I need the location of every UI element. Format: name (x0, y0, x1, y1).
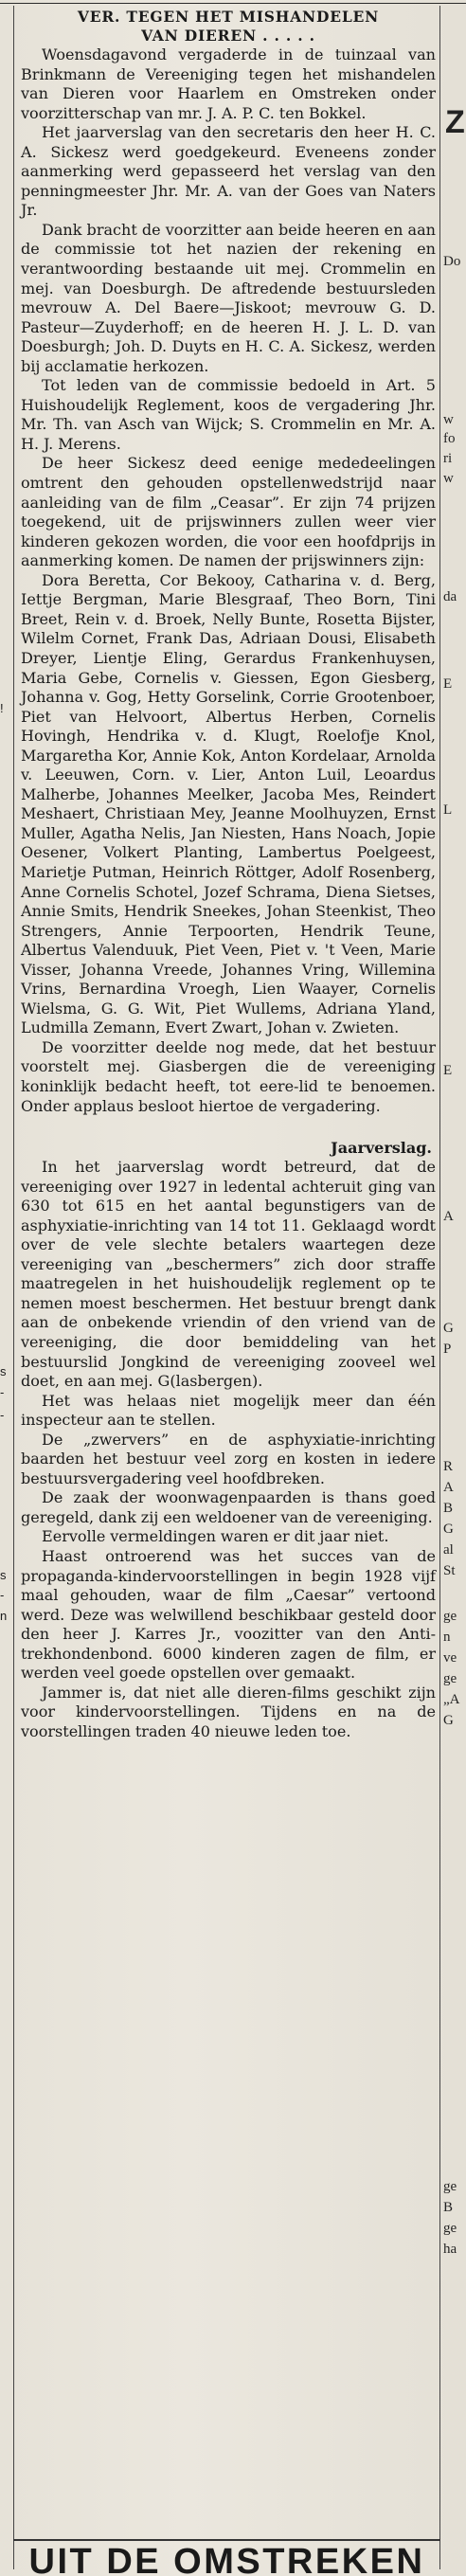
right-fragment: ge (443, 1609, 457, 1624)
article-column (21, 8, 436, 1741)
left-fragment: s (0, 1568, 7, 1582)
adjacent-right-column (441, 0, 466, 2576)
report-paragraph: Jammer is, dat niet alle dieren-films geschikt zijn voor kindervoorstellingen. Tijdens en na de voorstellingen traden 40 nieuwe leden toe. (21, 1683, 436, 1740)
column-rule-right (439, 6, 440, 2569)
article-paragraph: De heer Sickesz deed eenige mededeelingen omtrent den gehouden opstellenwedstrijd naar aanleiding van de film „Ceasar”. Er zijn 74 prijzen toegekend, uit de prijswinners zullen weer vier kinderen gekozen worden, die voor een hoofdprijs in aanmerking komen. De namen der prijswinners zijn: (21, 454, 436, 570)
right-fragment: Do (443, 254, 461, 269)
right-fragment: ge (443, 2179, 457, 2194)
right-fragment: w (443, 471, 454, 486)
right-fragment: „A (443, 1692, 460, 1707)
right-fragment: G (443, 1713, 454, 1728)
right-fragment: P (443, 1342, 452, 1357)
right-fragment: A (443, 1480, 454, 1495)
right-fragment: n (443, 1630, 451, 1645)
left-fragment: n (0, 1609, 8, 1623)
article-paragraph: De voorzitter deelde nog mede, dat het bestuur voorstelt mej. Giasbergen die de vereeniging koninklijk bedacht heeft, tot eere-lid te benoemen. Onder applaus besloot hiertoe de vergadering. (21, 1037, 436, 1115)
right-fragment: ge (443, 2221, 457, 2236)
right-fragment: St (443, 1563, 456, 1578)
left-fragment: s (0, 1364, 7, 1378)
left-fragment: - (0, 1408, 5, 1422)
article-title (21, 8, 436, 45)
report-paragraph: Eervolle vermeldingen waren er dit jaar niet. (42, 1527, 389, 1546)
article-paragraph: Woensdagavond vergaderde in de tuinzaal van Brinkmann de Vereeniging tegen het mishandelen van Dieren voor Haarlem en Omstreken onder voorzitterschap van mr. J. A. P. C. ten Bokkel. (21, 45, 436, 122)
right-fragment: L (443, 802, 453, 818)
right-fragment: da (443, 589, 457, 604)
right-fragment: G (443, 1522, 454, 1537)
report-paragraph: Haast ontroerend was het succes van de propaganda-kindervoorstellingen in begin 1928 vijf maal gehouden, waar de film „Caesar” vertoond werd. Deze was welwillend beschikbaar gesteld door den heer J. Karres Jr., voozitter van den Anti-trekhondenbond. 6000 kinderen zagen de film, er werden veel goede opstellen over gemaakt. (21, 1547, 436, 1683)
report-paragraph: De „zwervers” en de asphyxiatie-inrichting baarden het bestuur veel zorg en kosten in iedere bestuursvergadering veel hoofdbreken. (21, 1430, 436, 1487)
right-fragment: w (443, 412, 454, 427)
article-paragraph: Dank bracht de voorzitter aan beide heeren en aan de commissie tot het nazien der rekening en verantwoording bestaande uit mej. Crommelin en mej. van Doesburgh. De aftredende bestuursleden mevrouw A. Del Baere—Jiskoot; mevrouw G. D. Pasteur—Zuyderhoff; en de heeren H. J. L. D. van Doesburgh; Joh. D. Duyts en H. C. A. Sickesz, werden bij acclamatie herkozen. (21, 220, 436, 375)
left-fragment: ! (0, 701, 4, 715)
article-paragraph: Het jaarverslag van den secretaris den heer H. C. A. Sickesz werd goedgekeurd. Eveneens zonder aanmerking werd gepasseerd het verslag van den penningmeester Jhr. Mr. A. van der Goes van Naters Jr. (21, 123, 436, 220)
prize-winners-list: Dora Beretta, Cor Bekooy, Catharina v. d. Berg, Iettje Bergman, Marie Blesgraaf, Theo Born, Tini Breet, Rein v. d. Broek, Nelly Bunte, Rosetta Bijster, Wilelm Cornet, Frank Das, Adriaan Dousi, Elisabeth Dreyer, Lientje Eling, Gerardus Frankenhuysen, Maria Gebe, Cornelis v. Giessen, Egon Giesberg, Johanna v. Gog, Hetty Gorselink, Corrie Grootenboer, Piet van Helvoort, Albertus Herben, Cornelis Hovingh, Hendrika v. d. Klugt, Roelofje Knol, Margaretha Kor, Annie Kok, Anton Kordelaar, Arnolda v. Leeuwen, Corn. v. Lier, Anton Luil, Leoardus Malherbe, Johannes Meelker, Jacoba Mes, Reindert Meshaert, Christiaan Mey, Jeanne Moolhuyzen, Ernst Muller, Agatha Nelis, Jan Niesten, Hans Noach, Jopie Oesener, Volkert Planting, Lambertus Poelgeest, Marietje Putman, Heinrich Röttger, Adolf Rosenberg, Anne Cornelis Schotel, Jozef Schrama, Diena Sietses, Annie Smits, Hendrik Sneekes, Johan Steenkist, Theo Strengers, Annie Terpoorten, Hendrik Teune, Albertus Valenduuk, Piet Veen, Piet v. 't Veen, Marie Visser, Johanna Vreede, Johannes Vring, Willemina Vrins, Bernardina Vroegh, Lien Waayer, Cornelis Wielsma, G. G. Wit, Piet Wullems, Adriana Yland, Ludmilla Zemann, Evert Zwart, Johan v. Zwieten. (21, 570, 436, 1037)
top-rule (0, 3, 466, 4)
right-fragment: ri (443, 451, 453, 466)
article-paragraph: Tot leden van de commissie bedoeld in Art. 5 Huishoudelijk Reglement, koos de vergadering Jhr. Mr. Th. van Asch van Wijck; S. Crommelin en Mr. A. H. J. Merens. (21, 376, 436, 453)
article-title-line1: VER. TEGEN HET MISHANDELEN (77, 8, 380, 26)
right-fragment: B (443, 1501, 454, 1516)
right-fragment: fo (443, 431, 456, 446)
article-title-line2: VAN DIEREN . . . . . (141, 27, 315, 45)
right-fragment: al (443, 1542, 454, 1558)
report-paragraph: Het was helaas niet mogelijk meer dan één inspecteur aan te stellen. (21, 1391, 436, 1430)
right-fragment: E (443, 1063, 453, 1078)
right-fragment: Z (445, 104, 465, 140)
left-fragment: - (0, 1588, 5, 1602)
right-fragment: B (443, 2200, 454, 2215)
next-section-heading: UIT DE OMSTREKEN (28, 2542, 425, 2576)
report-paragraph: De zaak der woonwagenpaarden is thans goed geregeld, dank zij een weldoener van de vereeniging. (21, 1488, 436, 1526)
right-fragment: R (443, 1459, 454, 1474)
section-divider (13, 2539, 440, 2541)
right-fragment: ge (443, 1671, 457, 1686)
section-subhead: Jaarverslag. (331, 1139, 432, 1158)
right-fragment: ha (443, 2242, 457, 2257)
right-fragment: ve (443, 1650, 457, 1666)
column-rule-left (13, 6, 14, 2569)
left-fragment: - (0, 1385, 5, 1399)
right-fragment: G (443, 1321, 454, 1336)
right-fragment: E (443, 676, 453, 692)
section-gap (21, 1116, 436, 1139)
right-fragment: A (443, 1209, 454, 1224)
report-paragraph: In het jaarverslag wordt betreurd, dat de vereeniging over 1927 in ledental achteruit ging van 630 tot 615 en het aantal begunstigers van de asphyxiatie-inrichting van 14 tot 11. Geklaagd wordt over de vele slechte betalers waartegen deze vereeniging van „beschermers” zich door straffe maatregelen in het huishoudelijk reglement op te nemen moest beschermen. Het bestuur brengt dank aan de onbekende vriendin of den vriend van de vereeniging, die door bemiddeling van het bestuurslid Jongkind de vereeniging zooveel wel doet, en aan mej. G(lasbergen). (21, 1158, 436, 1391)
adjacent-left-column (0, 0, 13, 2576)
